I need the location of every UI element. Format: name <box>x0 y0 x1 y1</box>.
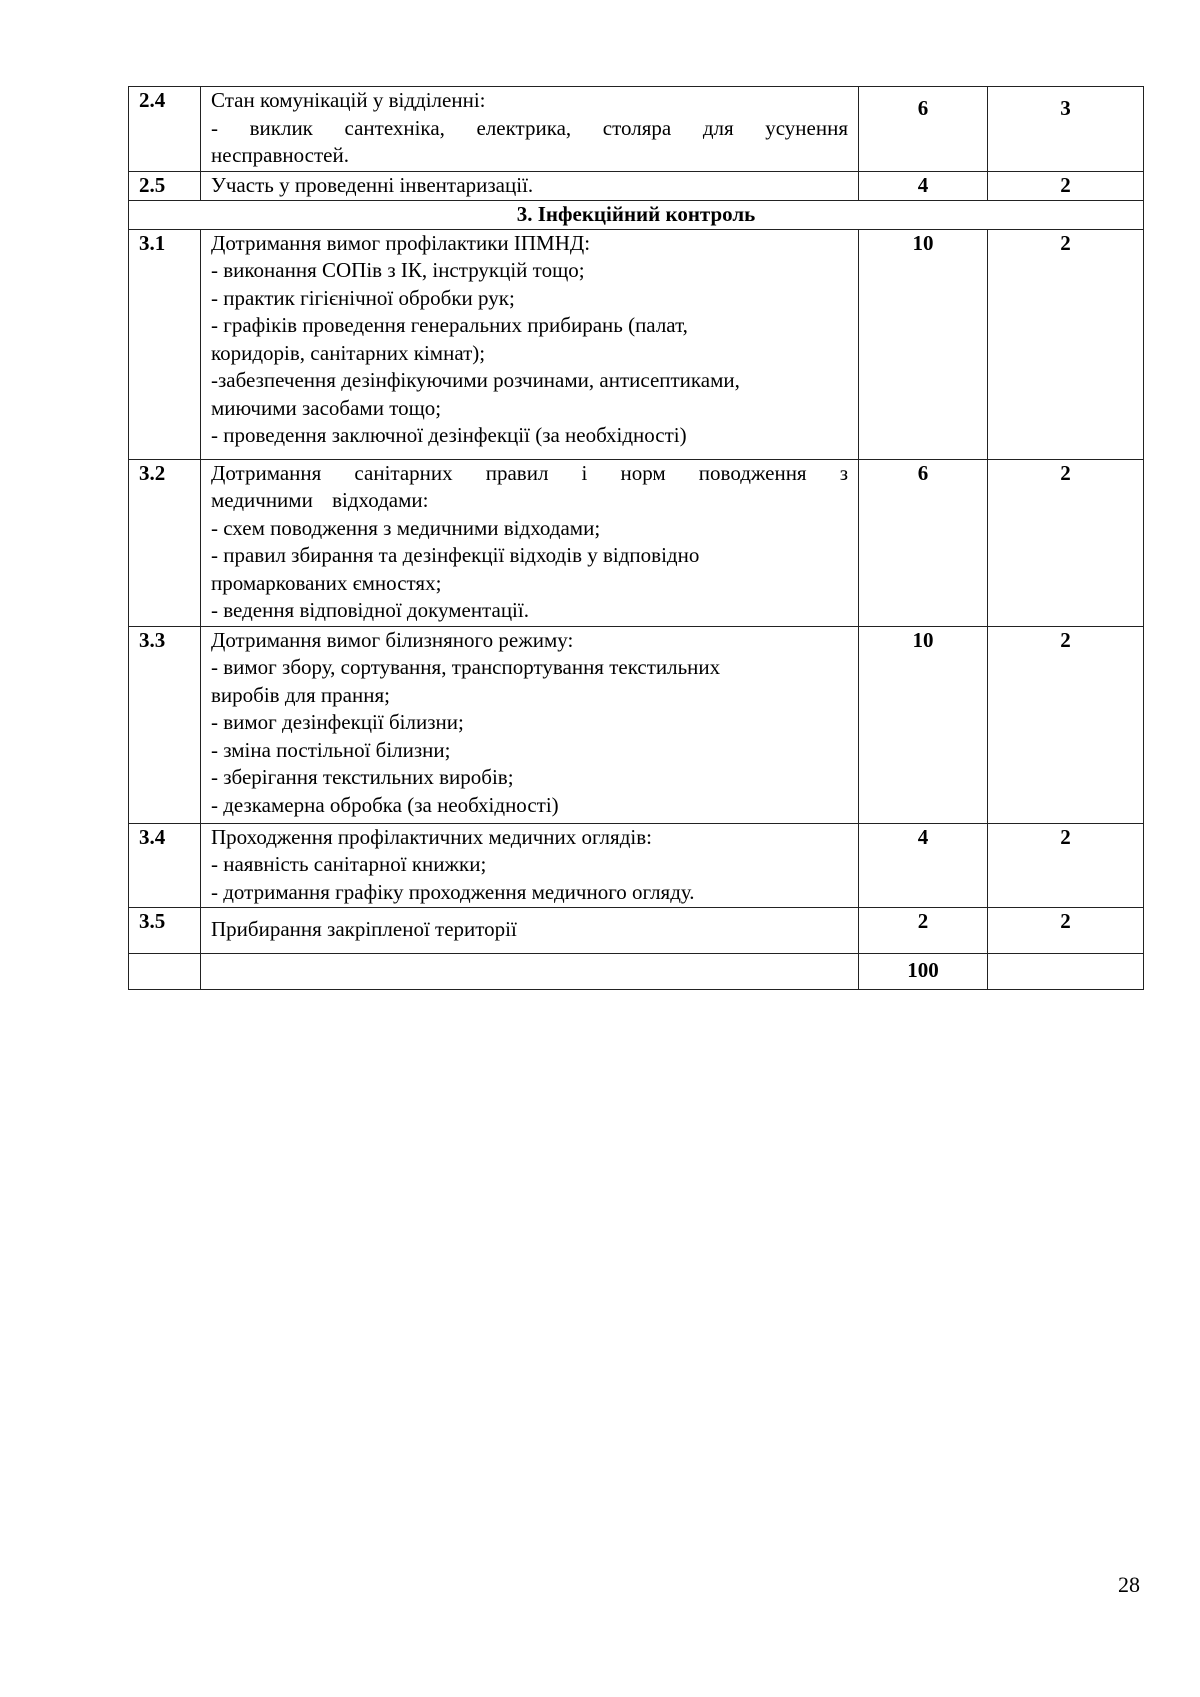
table-row <box>129 459 1144 626</box>
item-description <box>201 907 859 953</box>
item-number: 3.3 <box>129 626 201 823</box>
weight: 2 <box>988 907 1144 953</box>
section-row <box>129 201 1144 230</box>
item-description <box>201 229 859 459</box>
description-line: - практик гігієнічної обробки рук; <box>211 285 515 310</box>
table-row <box>129 907 1144 953</box>
max-score: 4 <box>859 823 988 907</box>
description-line: виробів для прання; <box>211 682 390 707</box>
item-number: 3.5 <box>129 907 201 953</box>
description-line: - наявність санітарної книжки; <box>211 852 487 876</box>
page-number: 28 <box>1118 1572 1140 1597</box>
description-line: - зберігання текстильних виробів; <box>211 765 514 789</box>
item-number: 3.2 <box>129 459 201 626</box>
table-row <box>129 172 1144 201</box>
max-score: 10 <box>859 229 988 459</box>
evaluation-table <box>128 86 1144 990</box>
description-line: -забезпечення дезінфікуючими розчинами, антисептиками, <box>211 368 740 392</box>
description-line: Дотримання санітарних правил і норм поводження з медичними відходами: <box>211 460 848 512</box>
total-score: 100 <box>859 953 988 989</box>
max-score: 6 <box>859 87 988 172</box>
description-line: Прибирання закріпленої території <box>211 917 517 942</box>
item-description <box>201 87 859 172</box>
total-row <box>129 953 1144 989</box>
description-line: миючими засобами тощо; <box>211 395 442 420</box>
item-description <box>201 172 859 201</box>
item-number: 2.4 <box>129 87 201 172</box>
item-description <box>201 626 859 823</box>
max-score: 10 <box>859 626 988 823</box>
max-score: 2 <box>859 907 988 953</box>
table-row <box>129 229 1144 459</box>
description-line: Дотримання вимог профілактики ІПМНД: <box>211 230 591 255</box>
table-row <box>129 626 1144 823</box>
description-line: - виконання СОПів з ІК, інструкцій тощо; <box>211 258 585 282</box>
description-line: промаркованих ємностях; <box>211 570 442 595</box>
description-line: - графіків проведення генеральних прибирань (палат, <box>211 313 688 337</box>
item-description <box>201 953 859 989</box>
description-line: Участь у проведенні інвентаризації. <box>211 173 534 197</box>
description-line: - вимог збору, сортування, транспортування текстильних <box>211 655 721 679</box>
description-line: - дезкамерна обробка (за необхідності) <box>211 792 559 817</box>
description-line: - правил збирання та дезінфекції відходів у відповідно <box>211 543 700 567</box>
weight: 2 <box>988 626 1144 823</box>
table-row <box>129 823 1144 907</box>
description-line: - ведення відповідної документації. <box>211 598 529 622</box>
item-number: 3.1 <box>129 229 201 459</box>
description-line: - дотримання графіку проходження медичного огляду. <box>211 879 695 904</box>
description-line: коридорів, санітарних кімнат); <box>211 340 486 365</box>
section-title: 3. Інфекційний контроль <box>129 201 1144 230</box>
weight <box>988 953 1144 989</box>
weight: 2 <box>988 459 1144 626</box>
description-line: - зміна постільної білизни; <box>211 737 451 762</box>
weight: 2 <box>988 823 1144 907</box>
table-row <box>129 87 1144 172</box>
weight: 2 <box>988 229 1144 459</box>
item-description <box>201 459 859 626</box>
item-number: 3.4 <box>129 823 201 907</box>
max-score: 4 <box>859 172 988 201</box>
description-line: - проведення заключної дезінфекції (за необхідності) <box>211 423 687 447</box>
description-line: - вимог дезінфекції білизни; <box>211 710 464 734</box>
description-line: Проходження профілактичних медичних оглядів: <box>211 824 652 849</box>
weight: 2 <box>988 172 1144 201</box>
item-number <box>129 953 201 989</box>
weight: 3 <box>988 87 1144 172</box>
description-line: Стан комунікацій у відділенні: <box>211 88 486 112</box>
description-line: Дотримання вимог білизняного режиму: <box>211 627 574 652</box>
max-score: 6 <box>859 459 988 626</box>
item-description <box>201 823 859 907</box>
item-number: 2.5 <box>129 172 201 201</box>
description-line: - схем поводження з медичними відходами; <box>211 515 601 540</box>
description-line: - виклик сантехніка, електрика, столяра для усунення несправностей. <box>211 115 848 167</box>
